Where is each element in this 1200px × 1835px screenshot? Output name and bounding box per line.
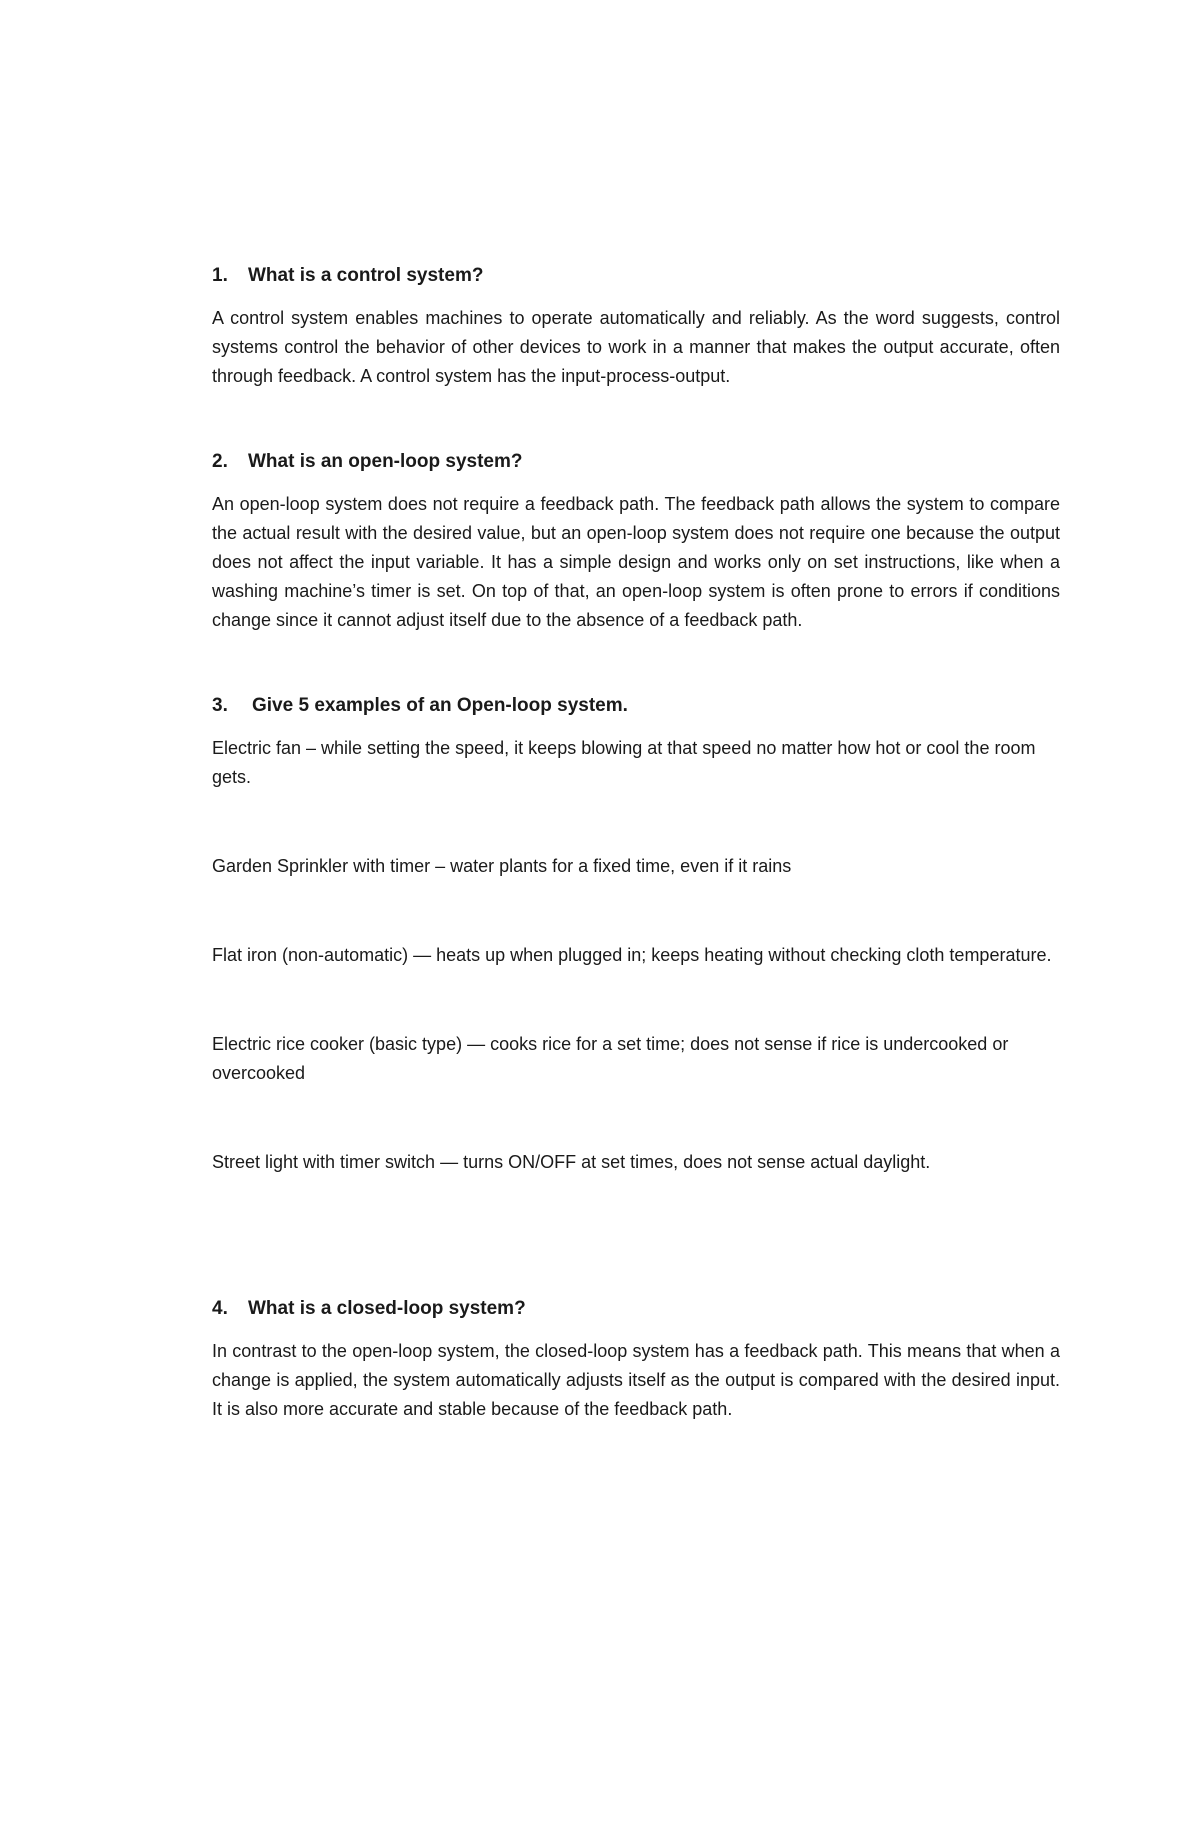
example-text: Street light with timer switch — turns ON/OFF at set times, does not sense actual daylight. — [212, 1152, 931, 1172]
section-title: What is a control system? — [248, 265, 484, 286]
section-control-system — [212, 262, 1060, 391]
section-body: An open-loop system does not require a feedback path. The feedback path allows the system to compare the actual result with the desired value, but an open-loop system does not require one because the output does not affect the input variable. It has a simple design and works only on set instructions, like when a washing machine’s timer is set. On top of that, an open-loop system is often prone to errors if conditions change since it cannot adjust itself due to the absence of a feedback path. — [212, 494, 1060, 630]
example-text: Electric rice cooker (basic type) — cooks rice for a set time; does not sense if rice is undercooked or overcooked — [212, 1034, 1009, 1083]
section-body: A control system enables machines to operate automatically and reliably. As the word suggests, control systems control the behavior of other devices to work in a manner that makes the output accurate, often through feedback. A control system has the input-process-output. — [212, 308, 1060, 386]
section-open-loop — [212, 448, 1060, 635]
section-heading — [212, 692, 1060, 720]
example-text: Garden Sprinkler with timer – water plants for a fixed time, even if it rains — [212, 856, 792, 876]
section-number: 3. — [212, 695, 228, 716]
section-body: In contrast to the open-loop system, the closed-loop system has a feedback path. This means that when a change is applied, the system automatically adjusts itself as the output is compared with the desired input. It is also more accurate and stable because of the feedback path. — [212, 1341, 1060, 1419]
example-item — [212, 1030, 1060, 1088]
section-heading — [212, 1295, 1060, 1323]
section-number: 2. — [212, 451, 228, 472]
example-item — [212, 734, 1060, 792]
section-number: 1. — [212, 265, 228, 286]
section-heading — [212, 262, 1060, 290]
example-text: Electric fan – while setting the speed, it keeps blowing at that speed no matter how hot or cool the room gets. — [212, 738, 1036, 787]
example-text: Flat iron (non-automatic) — heats up when plugged in; keeps heating without checking cloth temperature. — [212, 945, 1052, 965]
document-page — [212, 262, 1060, 1481]
section-title: What is an open-loop system? — [248, 451, 523, 472]
example-item — [212, 941, 1060, 970]
section-heading — [212, 448, 1060, 476]
section-title: Give 5 examples of an Open-loop system. — [252, 695, 628, 716]
example-item — [212, 852, 1060, 881]
section-number: 4. — [212, 1298, 228, 1319]
section-title: What is a closed-loop system? — [248, 1298, 526, 1319]
section-open-loop-examples — [212, 692, 1060, 1177]
example-item — [212, 1148, 1060, 1177]
section-closed-loop — [212, 1295, 1060, 1424]
